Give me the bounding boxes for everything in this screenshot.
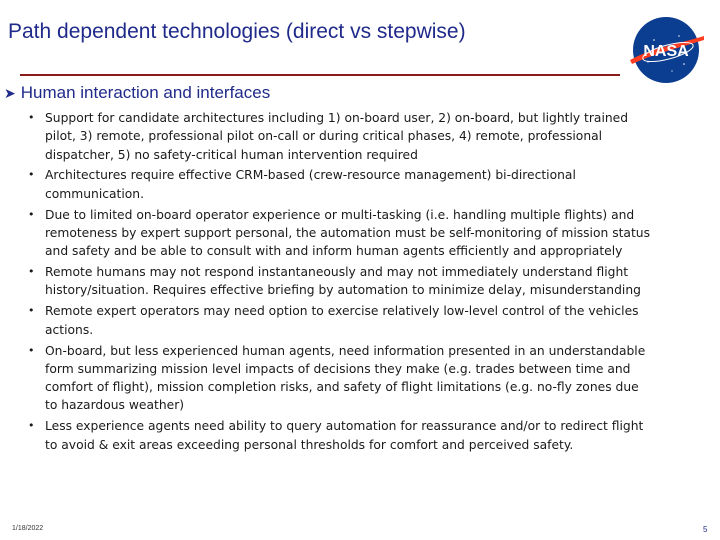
bullet-text: Less experience agents need ability to query automation for reassurance and/or to redirect flight to avoid & exit areas exceeding personal thresholds for comfort and perceived safety. — [45, 419, 644, 452]
bullet-item — [26, 263, 654, 300]
bullet-text: Remote expert operators may need option to exercise relatively low-level control of the vehicles actions. — [45, 304, 639, 337]
bullet-text: Remote humans may not respond instantaneously and may not immediately understand flight history/situation. Requires effective briefing by automation to minimize delay, misunderstanding — [45, 265, 641, 298]
bullet-dot-icon: • — [28, 111, 35, 124]
bullet-text: Architectures require effective CRM-based (crew-resource management) bi-directional communication. — [45, 168, 576, 201]
bullet-item — [26, 417, 654, 454]
bullet-dot-icon: • — [28, 207, 35, 221]
title-divider — [20, 74, 620, 76]
bullet-list — [26, 109, 654, 457]
bullet-item — [26, 206, 654, 261]
bullet-dot-icon: • — [28, 419, 35, 433]
bullet-dot-icon: • — [28, 304, 35, 318]
nasa-logo-text: NASA — [643, 43, 689, 60]
bullet-item — [26, 166, 654, 203]
bullet-dot-icon: • — [28, 343, 35, 357]
bullet-dot-icon: • — [28, 265, 35, 279]
bullet-item — [26, 342, 654, 415]
bullet-dot-icon: • — [28, 168, 35, 182]
bullet-item — [26, 109, 654, 164]
page-number: 5 — [703, 525, 708, 534]
section-heading — [4, 83, 270, 103]
section-heading-text: Human interaction and interfaces — [20, 83, 271, 102]
bullet-text: On-board, but less experienced human agents, need information presented in an understandable form summarizing mission level impacts of decisions they make (e.g. trades between time and comfort of flight), mission completion risks, and safety of flight limitations (e.g. no-fly zones due to hazardous weather) — [45, 343, 646, 413]
bullet-text: Support for candidate architectures including 1) on-board user, 2) on-board, but lightly trained pilot, 3) remote, professional pilot on-call or during critical phases, 4) remote, professional dispatcher, 5) no safety-critical human intervention required — [45, 111, 629, 162]
arrow-bullet-icon: ➤ — [4, 84, 16, 101]
nasa-logo — [624, 14, 708, 86]
footer-date: 1/18/2022 — [12, 525, 44, 532]
bullet-text: Due to limited on-board operator experience or multi-tasking (i.e. handling multiple flights) and remoteness by expert support personal, the automation must be self-monitoring of mission status and safety and be able to consult with and inform human agents efficiently and appropriately — [45, 207, 650, 259]
slide-title: Path dependent technologies (direct vs stepwise) — [8, 20, 466, 43]
bullet-item — [26, 302, 654, 339]
